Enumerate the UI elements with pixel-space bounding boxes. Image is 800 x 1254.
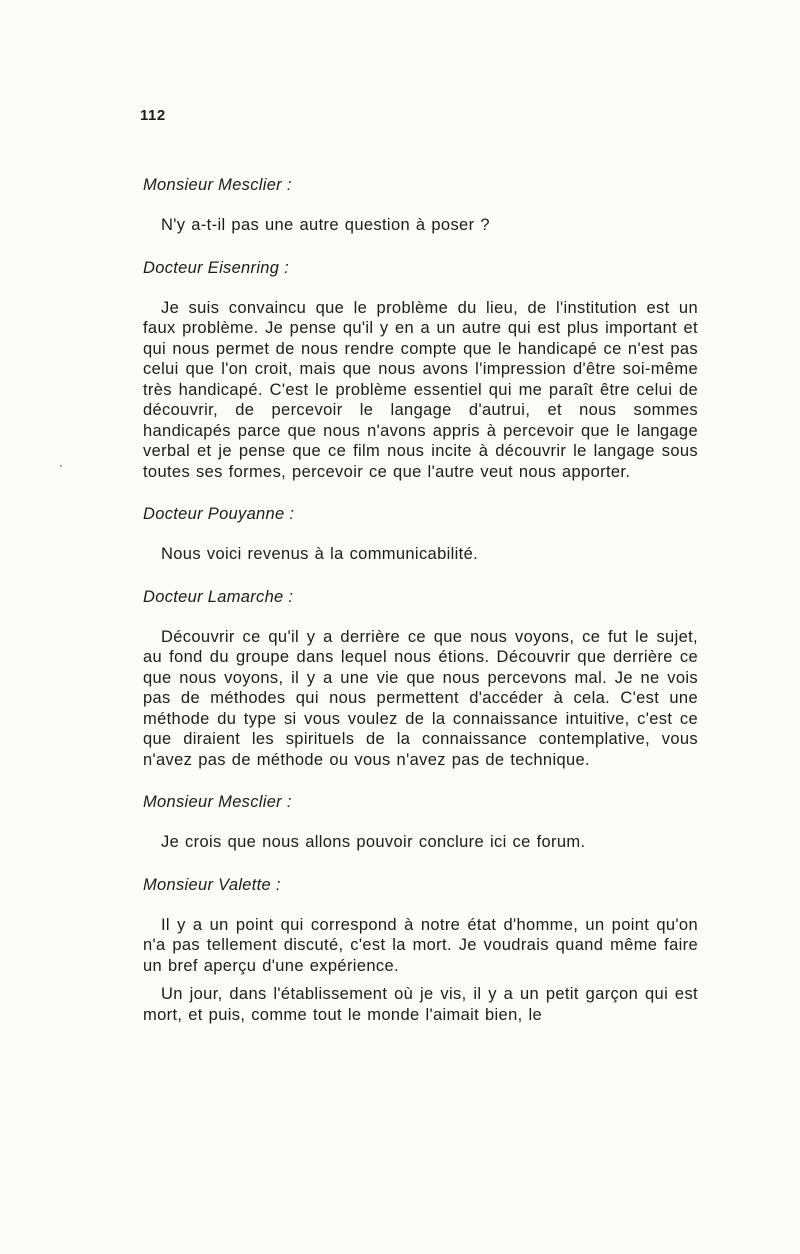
speaker-name: Monsieur Valette :	[143, 875, 281, 894]
speech-paragraph: Je suis convaincu que le problème du lieu, de l'institution est un faux problème. Je pense qu'il y en a un autre qui est plus important et qui nous permet de nous rendre compte que le handicapé ce n'est pas celui que l'on croit, mais que nous avons l'impression d'être soi-même très handicapé. C'est le problème essentiel qui me paraît être celui de découvrir, de percevoir le langage d'autrui, et nous sommes handicapés parce que nous n'avons appris à percevoir que le langage verbal et je pense que ce film nous incite à découvrir le langage sous toutes ses formes, percevoir ce que l'autre veut nous apporter.	[143, 298, 698, 481]
speaker-name: Docteur Pouyanne :	[143, 505, 295, 523]
speech-paragraph: Un jour, dans l'établissement où je vis, il y a un petit garçon qui est mort, et puis, comme tout le monde l'aimait bien, le	[143, 985, 698, 1024]
speaker-name: Docteur Lamarche :	[143, 587, 294, 606]
transcript-body	[143, 175, 698, 1047]
speech-paragraph: N'y a-t-il pas une autre question à poser ?	[161, 216, 490, 234]
speaker-name: Docteur Eisenring :	[143, 258, 290, 277]
page-number: 112	[140, 107, 166, 124]
stray-mark	[60, 465, 62, 467]
speech-paragraph: Je crois que nous allons pouvoir conclure ici ce forum.	[161, 833, 586, 851]
speaker-name: Monsieur Mesclier :	[143, 793, 292, 811]
speech-paragraph: Il y a un point qui correspond à notre état d'homme, un point qu'on n'a pas tellement discuté, c'est la mort. Je voudrais quand même faire un bref aperçu d'une expérience.	[143, 915, 698, 975]
speaker-name: Monsieur Mesclier :	[143, 176, 292, 194]
speech-paragraph: Nous voici revenus à la communicabilité.	[161, 545, 479, 563]
speech-paragraph: Découvrir ce qu'il y a derrière ce que nous voyons, ce fut le sujet, au fond du groupe dans lequel nous étions. Découvrir que derrière ce que nous voyons, il y a une vie que nous percevons mal. Je ne vois pas de méthodes qui nous permettent d'accéder à cela. C'est une méthode du type si vous voulez de la connaissance intuitive, c'est ce que diraient les spirituels de la connaissance contemplative, vous n'avez pas de méthode ou vous n'avez pas de technique.	[143, 627, 698, 769]
